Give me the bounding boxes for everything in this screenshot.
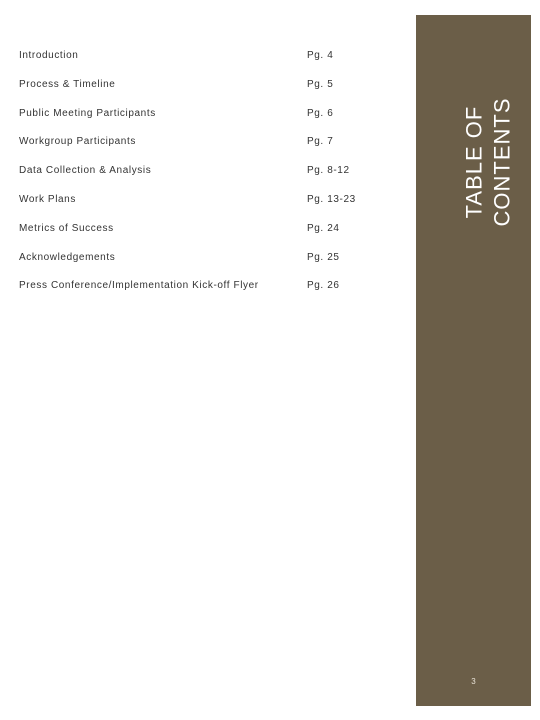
toc-entry-page: Pg. 26 <box>307 280 340 292</box>
toc-entry-title: Workgroup Participants <box>19 136 136 148</box>
side-panel-title <box>454 87 522 237</box>
toc-entry-process-timeline[interactable] <box>19 77 409 106</box>
page-number: 3 <box>471 677 476 686</box>
toc-entry-work-plans[interactable] <box>19 192 409 221</box>
toc-entry-title: Work Plans <box>19 193 76 205</box>
toc-entry-workgroup-participants[interactable] <box>19 134 409 163</box>
toc-entry-title: Introduction <box>19 50 79 61</box>
toc-entry-page: Pg. 25 <box>307 251 340 263</box>
side-panel-title-line-2: CONTENTS <box>489 97 514 227</box>
toc-entry-page: Pg. 24 <box>307 222 340 234</box>
toc-entry-metrics-of-success[interactable] <box>19 221 409 250</box>
table-of-contents-side-panel <box>416 15 531 706</box>
toc-entry-page: Pg. 5 <box>307 78 334 90</box>
side-panel-title-text <box>460 98 516 227</box>
toc-entry-data-collection-analysis[interactable] <box>19 163 409 192</box>
toc-entry-page: Pg. 8-12 <box>307 165 350 177</box>
toc-entry-title: Data Collection & Analysis <box>19 165 152 177</box>
toc-entry-title: Process & Timeline <box>19 78 116 90</box>
toc-entry-title: Acknowledgements <box>19 251 116 263</box>
toc-entry-title: Metrics of Success <box>19 222 114 234</box>
toc-entry-page: Pg. 6 <box>307 107 334 119</box>
table-of-contents-list <box>19 48 409 307</box>
toc-entry-title: Public Meeting Participants <box>19 107 156 119</box>
toc-entry-public-meeting-participants[interactable] <box>19 106 409 135</box>
toc-entry-press-conference-flyer[interactable] <box>19 278 409 307</box>
toc-entry-acknowledgements[interactable] <box>19 250 409 279</box>
side-panel-title-line-1: TABLE OF <box>461 105 486 219</box>
toc-entry-page: Pg. 13-23 <box>307 193 356 205</box>
toc-entry-title: Press Conference/Implementation Kick-off Flyer <box>19 280 259 292</box>
toc-entry-introduction[interactable] <box>19 48 409 77</box>
toc-entry-page: Pg. 7 <box>307 136 334 148</box>
toc-entry-page: Pg. 4 <box>307 50 334 61</box>
